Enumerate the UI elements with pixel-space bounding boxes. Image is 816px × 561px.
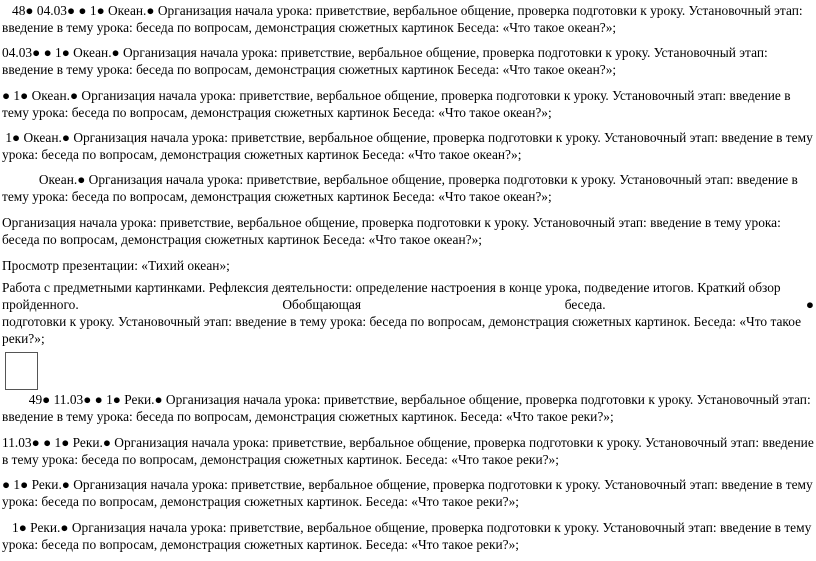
paragraph-line: введение в тему урока: беседа по вопросам, демонстрация сюжетных картинок Беседа: «Что такое океан?»; [2, 62, 617, 77]
paragraph-line: урока: беседа по вопросам, демонстрация сюжетных картинок. Беседа: «Что такое реки?»; [2, 537, 519, 552]
paragraph-line: 1● Океан.● Организация начала урока: приветствие, вербальное общение, проверка подготовки к уроку. Установочный этап: введение в тему [2, 130, 813, 145]
paragraph-line: беседа по вопросам, демонстрация сюжетных картинок Беседа: «Что такое океан?»; [2, 232, 483, 247]
paragraph [2, 279, 814, 347]
paragraph-line: подготовки к уроку. Установочный этап: введение в тему урока: беседа по вопросам, демонстрация сюжетных картинок. Беседа: «Что такое [2, 314, 802, 329]
paragraph-line: 1● Реки.● Организация начала урока: приветствие, вербальное общение, проверка подготовки к уроку. Установочный этап: введение в тему [2, 520, 812, 535]
paragraph [2, 129, 814, 163]
paragraph [2, 44, 814, 78]
paragraph [2, 171, 814, 205]
paragraph-line: реки?»; [2, 331, 45, 346]
paragraph [2, 2, 814, 36]
paragraph-line: 04.03● ● 1● Океан.● Организация начала урока: приветствие, вербальное общение, проверка подготовки к уроку. Установочный этап: [2, 45, 768, 60]
paragraph-line: урока: беседа по вопросам, демонстрация сюжетных картинок. Беседа: «Что такое реки?»; [2, 494, 519, 509]
paragraph-line: ● 1● Реки.● Организация начала урока: приветствие, вербальное общение, проверка подготовки к уроку. Установочный этап: введение в тему [2, 477, 813, 492]
paragraph [2, 476, 814, 510]
paragraph-line: ● 1● Океан.● Организация начала урока: приветствие, вербальное общение, проверка подготовки к уроку. Установочный этап: введение в [2, 88, 791, 103]
paragraph [2, 87, 814, 121]
paragraph [2, 214, 814, 248]
paragraph-line: в тему урока: беседа по вопросам, демонстрация сюжетных картинок. Беседа: «Что такое реки?»; [2, 452, 559, 467]
paragraph-line: пройденного. Обобщающая беседа.● [2, 297, 814, 312]
image-placeholder [5, 352, 38, 390]
paragraph [2, 519, 814, 553]
paragraph-line: 11.03● ● 1● Реки.● Организация начала урока: приветствие, вербальное общение, проверка подготовки к уроку. Установочный этап: введение [2, 435, 814, 450]
paragraph-line: 48● 04.03● ● 1● Океан.● Организация начала урока: приветствие, вербальное общение, проверка подготовки к уроку. Установочный этап: [2, 3, 803, 18]
paragraph-line: введение в тему урока: беседа по вопросам, демонстрация сюжетных картинок. Беседа: «Что такое реки?»; [2, 409, 614, 424]
paragraph-line: тему урока: беседа по вопросам, демонстрация сюжетных картинок Беседа: «Что такое океан?»; [2, 189, 552, 204]
paragraph-line: введение в тему урока: беседа по вопросам, демонстрация сюжетных картинок Беседа: «Что такое океан?»; [2, 20, 617, 35]
paragraph-line: Работа с предметными картинками. Рефлексия деятельности: определение настроения в конце урока, подведение итогов. Краткий обзор [2, 280, 781, 295]
paragraph-line: Просмотр презентации: «Тихий океан»; [2, 258, 230, 273]
paragraph-line: Организация начала урока: приветствие, вербальное общение, проверка подготовки к уроку. Установочный этап: введение в тему урока: [2, 215, 781, 230]
paragraph-line: тему урока: беседа по вопросам, демонстрация сюжетных картинок Беседа: «Что такое океан?»; [2, 105, 552, 120]
paragraph [2, 257, 814, 274]
paragraph [2, 434, 814, 468]
paragraph [2, 391, 814, 425]
paragraph-line: урока: беседа по вопросам, демонстрация сюжетных картинок Беседа: «Что такое океан?»; [2, 147, 522, 162]
paragraph-line: 49● 11.03● ● 1● Реки.● Организация начала урока: приветствие, вербальное общение, проверка подготовки к уроку. Установочный этап: [2, 392, 811, 407]
paragraph-line: Океан.● Организация начала урока: приветствие, вербальное общение, проверка подготовки к уроку. Установочный этап: введение в [2, 172, 798, 187]
